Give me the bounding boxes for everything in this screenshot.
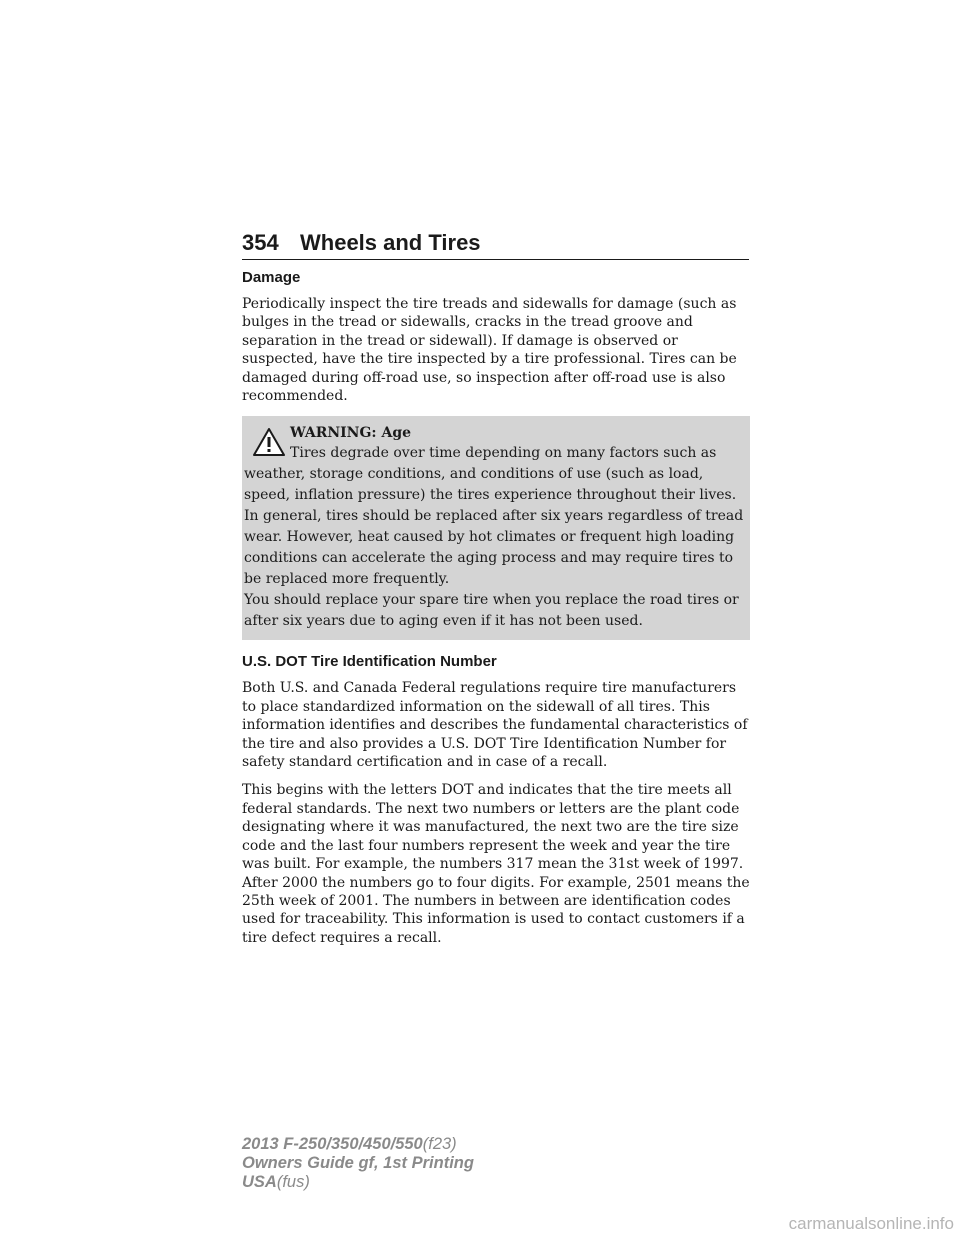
footer-region: USA — [242, 1173, 277, 1191]
page-content — [242, 268, 750, 957]
footer-line-3 — [242, 1173, 474, 1192]
footer-model-code: (f23) — [422, 1135, 457, 1153]
footer-model: 2013 F-250/350/450/550 — [242, 1135, 423, 1153]
footer-line-2: Owners Guide gf, 1st Printing — [242, 1154, 474, 1172]
header-rule — [242, 259, 749, 260]
dot-paragraph-2: This begins with the letters DOT and indicates that the tire meets all federal standards. The next two numbers or letters are the plant code designating where it was manufactured, the next two are the tire size code and the last four numbers represent the week and year the tire was built. For example, the numbers 317 mean the 31st week of 1997. After 2000 the numbers go to four digits. For example, 2501 means the 25th week of 2001. The numbers in between are identification codes used for traceability. This information is used to contact customers if a tire defect requires a recall. — [242, 782, 750, 946]
footer-region-code: (fus) — [276, 1173, 310, 1191]
warning-box — [242, 416, 750, 640]
watermark: carmanualsonline.info — [788, 1214, 954, 1233]
warning-paragraph-2: In general, tires should be replaced after six years regardless of tread wear. However, heat caused by hot climates or frequent high loading conditions can accelerate the aging process and may require tires to be replaced more frequently. — [244, 508, 744, 588]
dot-paragraph-1: Both U.S. and Canada Federal regulations require tire manufacturers to place standardized information on the sidewall of all tires. This information identifies and describes the fundamental characteristics of the tire and also provides a U.S. DOT Tire Identification Number for safety standard certification and in case of a recall. — [242, 680, 748, 771]
warning-paragraph-1: Tires degrade over time depending on many factors such as weather, storage conditions, and conditions of use (such as load, speed, inflation pressure) the tires experience throughout their lives. — [244, 445, 737, 504]
footer — [242, 1135, 474, 1192]
page-number: 354 — [242, 230, 279, 255]
damage-paragraph: Periodically inspect the tire treads and sidewalls for damage (such as bulges in the tread or sidewalls, cracks in the tread groove and separation in the tread or sidewall). If damage is observed or suspected, have the tire inspected by a tire professional. Tires can be damaged during off-road use, so inspection after off-road use is also recommended. — [242, 296, 737, 405]
warning-triangle-icon — [252, 427, 286, 457]
chapter-title: Wheels and Tires — [300, 230, 481, 255]
footer-line-1 — [242, 1135, 474, 1154]
damage-heading: Damage — [242, 269, 301, 286]
dot-heading: U.S. DOT Tire Identification Number — [242, 653, 497, 671]
warning-title: WARNING: Age — [290, 425, 412, 442]
warning-paragraph-3: You should replace your spare tire when you replace the road tires or after six years due to aging even if it has not been used. — [244, 592, 739, 630]
